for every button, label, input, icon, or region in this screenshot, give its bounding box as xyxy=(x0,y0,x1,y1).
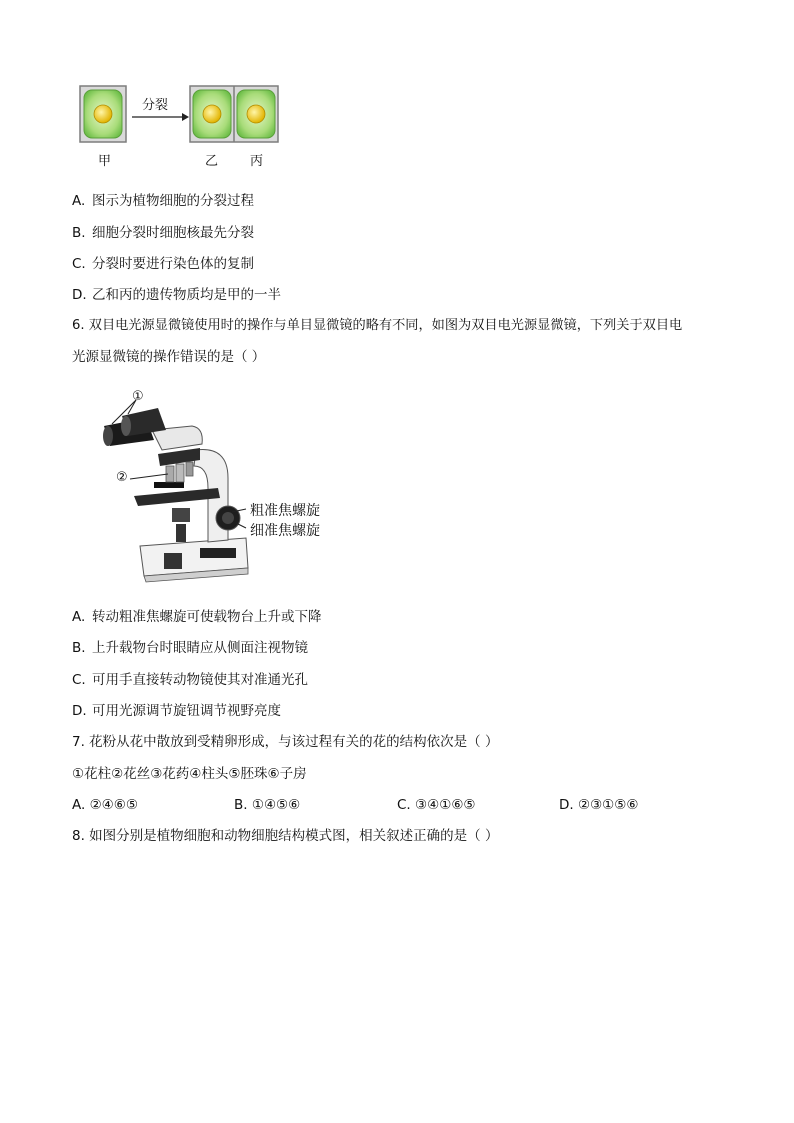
q6-option-d: D. 可用光源调节旋钮调节视野亮度 xyxy=(72,703,281,719)
q7-stem: 7. 花粉从花中散放到受精卵形成，与该过程有关的花的结构依次是（ ） xyxy=(72,734,499,750)
microscope-label-2: ② xyxy=(116,470,128,485)
q7-items: ①花柱②花丝③花药④柱头⑤胚珠⑥子房 xyxy=(72,766,307,782)
cell-label-yi: 乙 xyxy=(205,154,219,169)
q6-option-a: A. 转动粗准焦螺旋可使载物台上升或下降 xyxy=(72,609,322,625)
q6-option-c: C. 可用手直接转动物镜使其对准通光孔 xyxy=(72,672,308,688)
q7-choice-d: D. ②③①⑤⑥ xyxy=(559,797,639,813)
division-arrow-label: 分裂 xyxy=(142,98,169,113)
cell-division-figure xyxy=(78,84,288,168)
coarse-focus-label: 粗准焦螺旋 xyxy=(250,503,320,519)
microscope-image xyxy=(96,388,336,588)
cell-label-jia: 甲 xyxy=(98,154,112,169)
q5-option-b: B. 细胞分裂时细胞核最先分裂 xyxy=(72,225,254,241)
cell-label-bing: 丙 xyxy=(250,154,264,169)
microscope-figure xyxy=(96,388,336,588)
q5-option-d: D. 乙和丙的遗传物质均是甲的一半 xyxy=(72,287,281,303)
q6-stem-line1: 6. 双目电光源显微镜使用时的操作与单目显微镜的略有不同，如图为双目电光源显微镜，下列关于双目电 xyxy=(72,318,683,333)
q7-choice-c: C. ③④①⑥⑤ xyxy=(397,797,476,813)
q5-option-a: A. 图示为植物细胞的分裂过程 xyxy=(72,193,254,209)
q7-choice-b: B. ①④⑤⑥ xyxy=(234,797,301,813)
q6-stem-line2: 光源显微镜的操作错误的是（ ） xyxy=(72,349,266,365)
q8-stem: 8. 如图分别是植物细胞和动物细胞结构模式图，相关叙述正确的是（ ） xyxy=(72,828,499,844)
q6-option-b: B. 上升载物台时眼睛应从侧面注视物镜 xyxy=(72,640,308,656)
fine-focus-label: 细准焦螺旋 xyxy=(250,523,320,539)
q5-option-c: C. 分裂时要进行染色体的复制 xyxy=(72,256,254,272)
microscope-label-1: ① xyxy=(132,389,144,404)
q7-choice-a: A. ②④⑥⑤ xyxy=(72,797,138,813)
